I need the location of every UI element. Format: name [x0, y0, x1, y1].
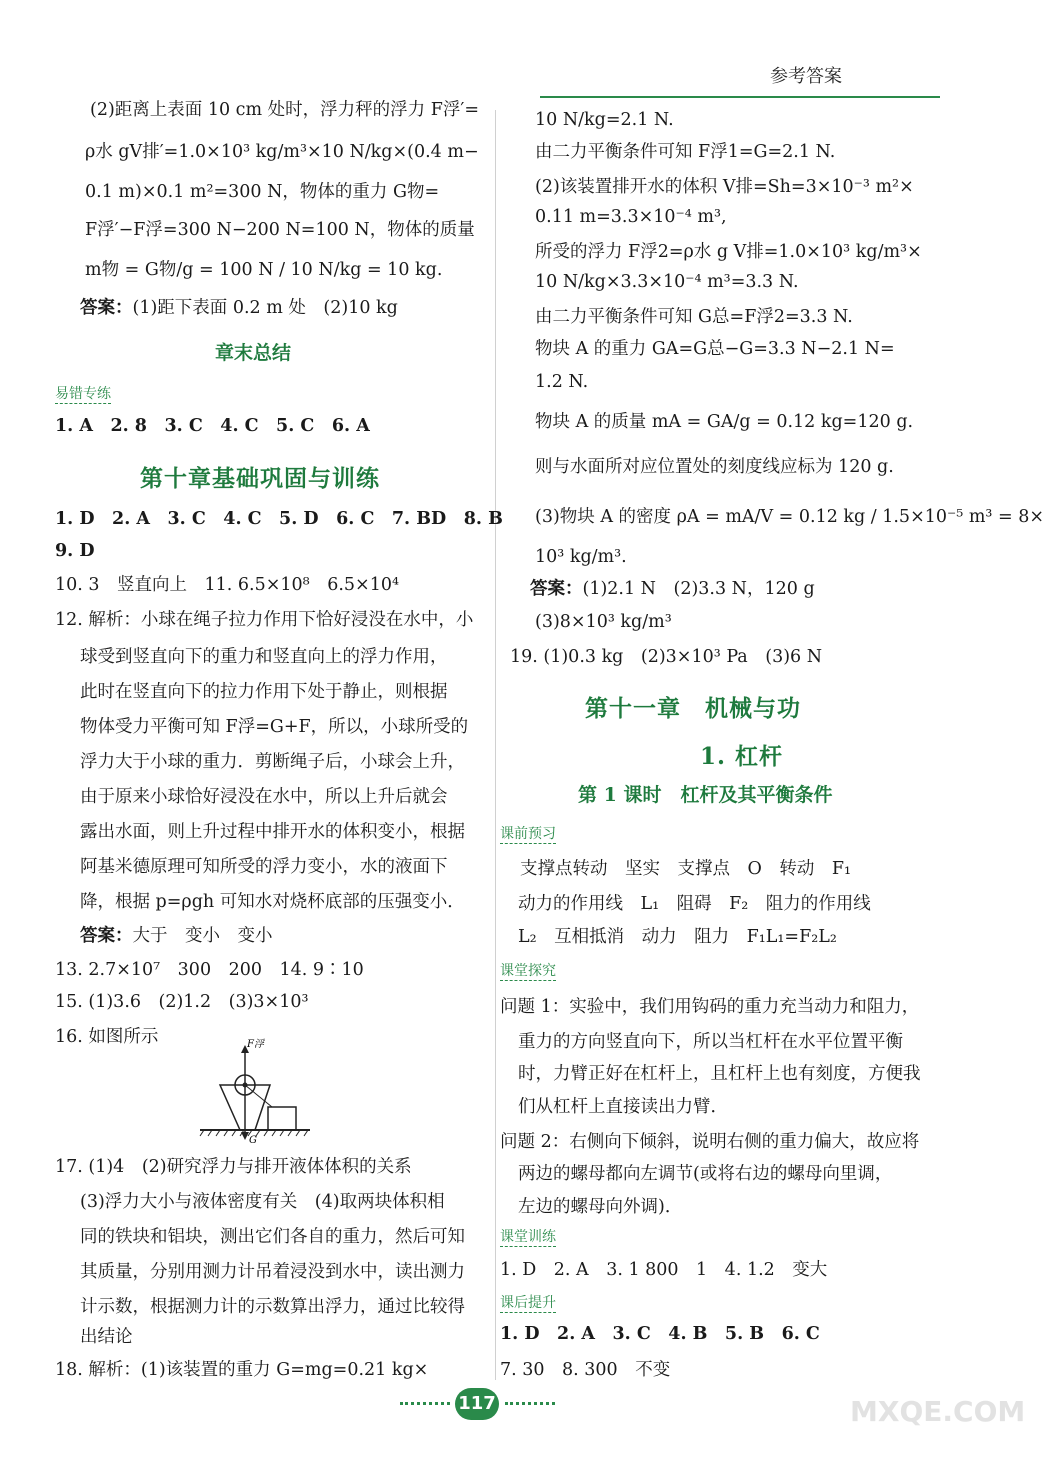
- text-line: 问题 2：右侧向下倾斜，说明右侧的重力偏大，故应将: [500, 1132, 920, 1152]
- page-number: 117: [455, 1388, 499, 1420]
- text-line: 10 N/kg=2.1 N.: [535, 110, 674, 130]
- text-line: (2)距离上表面 10 cm 处时，浮力秤的浮力 F浮′=: [90, 100, 479, 120]
- answer-line: 1. D 2. A 3. C 4. B 5. B 6. C: [500, 1324, 820, 1344]
- text-line: L₂ 互相抵消 动力 阻力 F₁L₁=F₂L₂: [518, 927, 837, 947]
- text-line: 们从杠杆上直接读出力臂．: [518, 1097, 728, 1117]
- formula-line: (3)物块 A 的密度 ρA = mA/V = 0.12 kg / 1.5×10⁻⁵ m³ = 8×: [535, 507, 1044, 527]
- answer-text: (1)距下表面 0.2 m 处 (2)10 kg: [132, 298, 398, 318]
- answer-label: 答案：: [80, 926, 133, 946]
- text-line: 两边的螺母都向左调节(或将右边的螺母向里调，: [518, 1164, 893, 1184]
- header-rule: [540, 96, 940, 98]
- text-line: 10 N/kg×3.3×10⁻⁴ m³=3.3 N.: [535, 272, 799, 292]
- header-title: 参考答案: [770, 66, 842, 87]
- text-line: (3)浮力大小与液体密度有关 (4)取两块体积相: [80, 1192, 445, 1212]
- text-line: 阿基米德原理可知所受的浮力变小，水的液面下: [80, 857, 448, 877]
- force-diagram: [200, 1035, 310, 1145]
- text-line: 由二力平衡条件可知 F浮1=G=2.1 N.: [535, 142, 836, 162]
- column-divider: [495, 110, 496, 1380]
- text-line: 10³ kg/m³.: [535, 547, 627, 567]
- text-line: (3)8×10³ kg/m³: [535, 612, 672, 632]
- formula-line: m物 = G物/g = 100 N / 10 N/kg = 10 kg.: [85, 260, 443, 280]
- text-line: 由于原来小球恰好浸没在水中，所以上升后就会: [80, 787, 448, 807]
- text-line: 18. 解析：(1)该装置的重力 G=mg=0.21 kg×: [55, 1360, 429, 1380]
- footer-dots-right: [505, 1402, 555, 1409]
- chapter-heading: 第十一章 机械与功: [585, 695, 801, 722]
- force-label-buoyancy: F浮: [247, 1039, 264, 1050]
- text-line: 所受的浮力 F浮2=ρ水 g V排=1.0×10³ kg/m³×: [535, 242, 922, 262]
- section-tag: 课后提升: [500, 1295, 556, 1311]
- text-line: 由二力平衡条件可知 G总=F浮2=3.3 N.: [535, 307, 853, 327]
- answer-line: 7. 30 8. 300 不变: [500, 1360, 671, 1380]
- text-line: ρ水 gV排′=1.0×10³ kg/m³×10 N/kg×(0.4 m−: [85, 142, 479, 162]
- answer-text: (1)2.1 N (2)3.3 N，120 g: [582, 579, 815, 599]
- section-tag: 课前预习: [500, 826, 556, 842]
- answer-line: 17. (1)4 (2)研究浮力与排开液体体积的关系: [55, 1157, 412, 1177]
- answer-line: [80, 296, 398, 320]
- text-line: 物体受力平衡可知 F浮=G+F，所以，小球所受的: [80, 717, 469, 737]
- text-line: F浮′−F浮=300 N−200 N=100 N，物体的质量: [85, 220, 475, 240]
- answer-line: 19. (1)0.3 kg (2)3×10³ Pa (3)6 N: [510, 647, 823, 667]
- answer-line: 1. A 2. 8 3. C 4. C 5. C 6. A: [55, 416, 370, 436]
- answer-line: [530, 577, 815, 601]
- text-line: 重力的方向竖直向下，所以当杠杆在水平位置平衡: [518, 1032, 903, 1052]
- text-line: 时，力臂正好在杠杆上，且杠杆上也有刻度，方便我: [518, 1064, 921, 1084]
- text-line: 0.1 m)×0.1 m²=300 N，物体的重力 G物=: [85, 182, 440, 202]
- answer-line: 15. (1)3.6 (2)1.2 (3)3×10³: [55, 992, 309, 1012]
- text-line: 0.11 m=3.3×10⁻⁴ m³,: [535, 207, 727, 227]
- section-tag: 课堂探究: [500, 963, 556, 979]
- text-line: 物块 A 的重力 GA=G总−G=3.3 N−2.1 N=: [535, 339, 895, 359]
- text-line: 同的铁块和铝块，测出它们各自的重力，然后可知: [80, 1227, 465, 1247]
- chapter-heading: 第十章基础巩固与训练: [140, 465, 380, 492]
- answer-label: 答案：: [80, 298, 133, 318]
- text-line: 12. 解析：小球在绳子拉力作用下恰好浸没在水中，小: [55, 610, 474, 630]
- answer-line: [80, 924, 273, 948]
- text-line: 露出水面，则上升过程中排开水的体积变小，根据: [80, 822, 465, 842]
- section-heading: 章末总结: [215, 342, 292, 364]
- text-line: 计示数，根据测力计的示数算出浮力，通过比较得: [80, 1297, 465, 1317]
- answer-line: 9. D: [55, 541, 95, 561]
- text-line: 支撑点转动 坚实 支撑点 O 转动 F₁: [520, 859, 852, 879]
- text-line: 其质量，分别用测力计吊着浸没到水中，读出测力: [80, 1262, 465, 1282]
- watermark-logo: MXQE.COM: [850, 1395, 1026, 1428]
- answer-line: 10. 3 竖直向上 11. 6.5×10⁸ 6.5×10⁴: [55, 575, 399, 595]
- text-line: 左边的螺母向外调)．: [518, 1197, 683, 1217]
- answer-label: 答案：: [530, 579, 583, 599]
- force-label-gravity: G: [249, 1135, 257, 1146]
- footer-dots-left: [400, 1402, 450, 1409]
- answer-line: 1. D 2. A 3. 1 800 1 4. 1.2 变大: [500, 1260, 828, 1280]
- text-line: 问题 1：实验中，我们用钩码的重力充当动力和阻力，: [500, 997, 920, 1017]
- answer-line: 13. 2.7×10⁷ 300 200 14. 9∶10: [55, 960, 364, 980]
- answer-text: 大于 变小 变小: [132, 926, 273, 946]
- text-line: 则与水面所对应位置处的刻度线应标为 120 g.: [535, 457, 894, 477]
- text-line: 球受到竖直向下的重力和竖直向上的浮力作用，: [80, 647, 448, 667]
- answer-line: 1. D 2. A 3. C 4. C 5. D 6. C 7. BD 8. B: [55, 509, 503, 529]
- lesson-heading: 第 1 课时 杠杆及其平衡条件: [578, 784, 833, 806]
- section-tag: 易错专练: [55, 386, 111, 402]
- section-tag: 课堂训练: [500, 1229, 556, 1245]
- formula-line: 物块 A 的质量 mA = GA/g = 0.12 kg=120 g.: [535, 412, 914, 432]
- text-line: 此时在竖直向下的拉力作用下处于静止，则根据: [80, 682, 448, 702]
- text-line: 出结论: [80, 1327, 133, 1347]
- answer-line: 16. 如图所示: [55, 1027, 159, 1047]
- text-line: 1.2 N.: [535, 372, 589, 392]
- text-line: 浮力大于小球的重力．剪断绳子后，小球会上升，: [80, 752, 465, 772]
- text-line: (2)该装置排开水的体积 V排=Sh=3×10⁻³ m²×: [535, 177, 914, 197]
- text-line: 降，根据 p=ρgh 可知水对烧杯底部的压强变小．: [80, 892, 465, 912]
- text-line: 动力的作用线 L₁ 阻碍 F₂ 阻力的作用线: [518, 894, 871, 914]
- section-heading: 1. 杠杆: [700, 743, 784, 770]
